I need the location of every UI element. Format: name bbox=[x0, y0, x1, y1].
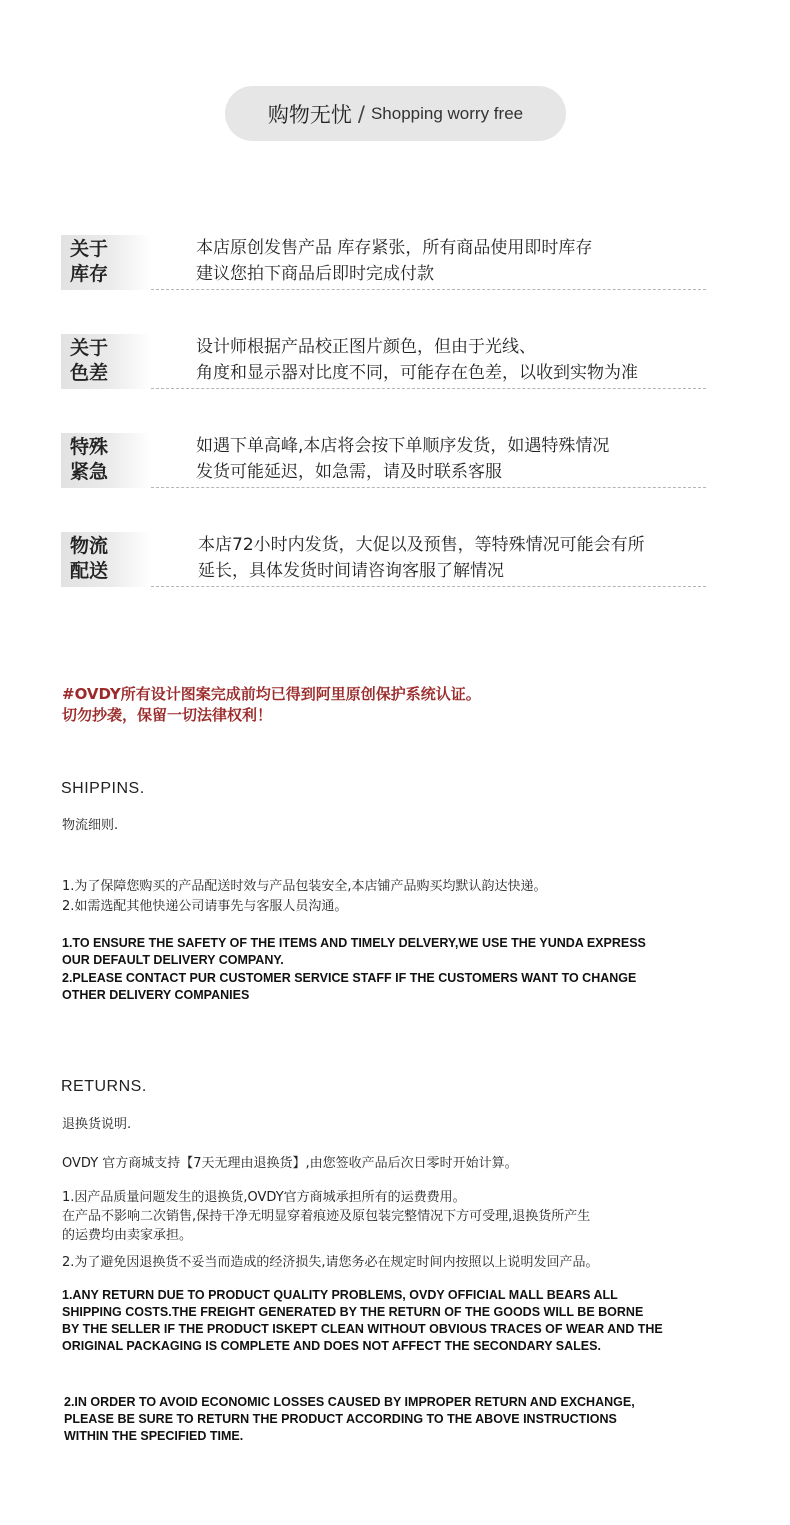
notice-tag-line2: 紧急 bbox=[70, 461, 109, 483]
notice-tag-line1: 特殊 bbox=[70, 436, 109, 458]
notice-divider bbox=[151, 289, 706, 290]
notice-line2: 建议您拍下商品后即时完成付款 bbox=[196, 264, 434, 284]
header-title-zh: 购物无忧 bbox=[267, 102, 352, 127]
notice-tag bbox=[61, 433, 151, 488]
notice-divider bbox=[151, 586, 706, 587]
shipping-en2-line1: 2.PLEASE CONTACT PUR CUSTOMER SERVICE STAFF IF THE CUSTOMERS WANT TO CHANGE bbox=[62, 971, 637, 985]
notice-tag-line1: 物流 bbox=[70, 535, 109, 557]
notice-divider bbox=[151, 388, 706, 389]
returns-en2-line3: WITHIN THE SPECIFIED TIME. bbox=[64, 1429, 244, 1443]
returns-p1-line3: 的运费均由卖家承担。 bbox=[62, 1228, 193, 1243]
header-title-en: Shopping worry free bbox=[370, 103, 524, 123]
returns-en1-line3: BY THE SELLER IF THE PRODUCT ISKEPT CLEAN WITHOUT OBVIOUS TRACES OF WEAR AND THE bbox=[62, 1322, 663, 1336]
notice-body bbox=[198, 532, 645, 584]
notice-body bbox=[196, 433, 609, 485]
shipping-en-paragraph-1 bbox=[62, 935, 646, 969]
returns-en1-line4: ORIGINAL PACKAGING IS COMPLETE AND DOES NOT AFFECT THE SECONDARY SALES. bbox=[62, 1339, 601, 1353]
returns-en1-line1: 1.ANY RETURN DUE TO PRODUCT QUALITY PROBLEMS, OVDY OFFICIAL MALL BEARS ALL bbox=[62, 1288, 618, 1302]
notice-special-urgent bbox=[61, 433, 706, 493]
returns-en2-line1: 2.IN ORDER TO AVOID ECONOMIC LOSSES CAUSED BY IMPROPER RETURN AND EXCHANGE, bbox=[64, 1395, 635, 1409]
returns-p2: 2.为了避免因退换货不妥当而造成的经济损失,请您务必在规定时间内按照以上说明发回产品。 bbox=[62, 1255, 599, 1270]
page-header-pill bbox=[225, 86, 566, 141]
notice-line1: 本店原创发售产品 库存紧张，所有商品使用即时库存 bbox=[196, 238, 593, 258]
notice-tag bbox=[61, 334, 151, 389]
notice-line1: 本店72小时内发货，大促以及预售，等特殊情况可能会有所 bbox=[198, 535, 645, 555]
returns-en1-line2: SHIPPING COSTS.THE FREIGHT GENERATED BY THE RETURN OF THE GOODS WILL BE BORNE bbox=[62, 1305, 644, 1319]
returns-en-paragraph-1 bbox=[62, 1287, 663, 1355]
notice-line1: 如遇下单高峰,本店将会按下单顺序发货，如遇特殊情况 bbox=[196, 436, 610, 456]
notice-tag-line2: 配送 bbox=[70, 560, 109, 582]
notice-inventory bbox=[61, 235, 706, 295]
shipping-subtitle: 物流细则. bbox=[62, 818, 119, 833]
returns-policy: OVDY 官方商城支持【7天无理由退换货】,由您签收产品后次日零时开始计算。 bbox=[62, 1156, 518, 1171]
shipping-en1-line2: OUR DEFAULT DELIVERY COMPANY. bbox=[62, 953, 284, 967]
notice-tag-line2: 色差 bbox=[70, 362, 109, 384]
returns-en2-line2: PLEASE BE SURE TO RETURN THE PRODUCT ACCORDING TO THE ABOVE INSTRUCTIONS bbox=[64, 1412, 617, 1426]
notice-line2: 延长，具体发货时间请咨询客服了解情况 bbox=[198, 561, 504, 581]
notice-logistics bbox=[61, 532, 706, 592]
notice-tag bbox=[61, 532, 151, 587]
notice-tag bbox=[61, 235, 151, 290]
notice-tag-line2: 库存 bbox=[70, 263, 109, 285]
returns-p1-line1: 1.因产品质量问题发生的退换货,OVDY官方商城承担所有的运费费用。 bbox=[62, 1190, 466, 1205]
notice-body bbox=[196, 334, 638, 386]
notice-line1: 设计师根据产品校正图片颜色，但由于光线、 bbox=[196, 337, 536, 357]
returns-p1-line2: 在产品不影响二次销售,保持干净无明显穿着痕迹及原包装完整情况下方可受理,退换货所产生 bbox=[62, 1209, 591, 1224]
shipping-en2-line2: OTHER DELIVERY COMPANIES bbox=[62, 988, 250, 1002]
notice-tag-line1: 关于 bbox=[70, 238, 109, 260]
shipping-en-paragraph-2 bbox=[62, 970, 636, 1004]
copyright-line1: #OVDY所有设计图案完成前均已得到阿里原创保护系统认证。 bbox=[62, 685, 481, 703]
returns-subtitle: 退换货说明. bbox=[62, 1117, 132, 1132]
shipping-cn-line1: 1.为了保障您购买的产品配送时效与产品包装安全,本店铺产品购买均默认韵达快递。 bbox=[62, 879, 547, 894]
shipping-title: SHIPPINS. bbox=[61, 780, 145, 797]
shipping-cn-line2: 2.如需选配其他快递公司请事先与客服人员沟通。 bbox=[62, 899, 348, 914]
copyright-line2: 切勿抄袭，保留一切法律权利！ bbox=[62, 706, 273, 724]
notice-line2: 发货可能延迟，如急需，请及时联系客服 bbox=[196, 462, 502, 482]
notice-tag-line1: 关于 bbox=[70, 337, 109, 359]
notice-divider bbox=[151, 487, 706, 488]
header-separator: / bbox=[357, 101, 365, 126]
notice-color-difference bbox=[61, 334, 706, 394]
returns-en-paragraph-2 bbox=[64, 1394, 635, 1445]
notice-body bbox=[196, 235, 592, 287]
notice-line2: 角度和显示器对比度不同，可能存在色差，以收到实物为准 bbox=[196, 363, 638, 383]
returns-title: RETURNS. bbox=[61, 1078, 147, 1095]
shipping-en1-line1: 1.TO ENSURE THE SAFETY OF THE ITEMS AND TIMELY DELVERY,WE USE THE YUNDA EXPRESS bbox=[62, 936, 646, 950]
